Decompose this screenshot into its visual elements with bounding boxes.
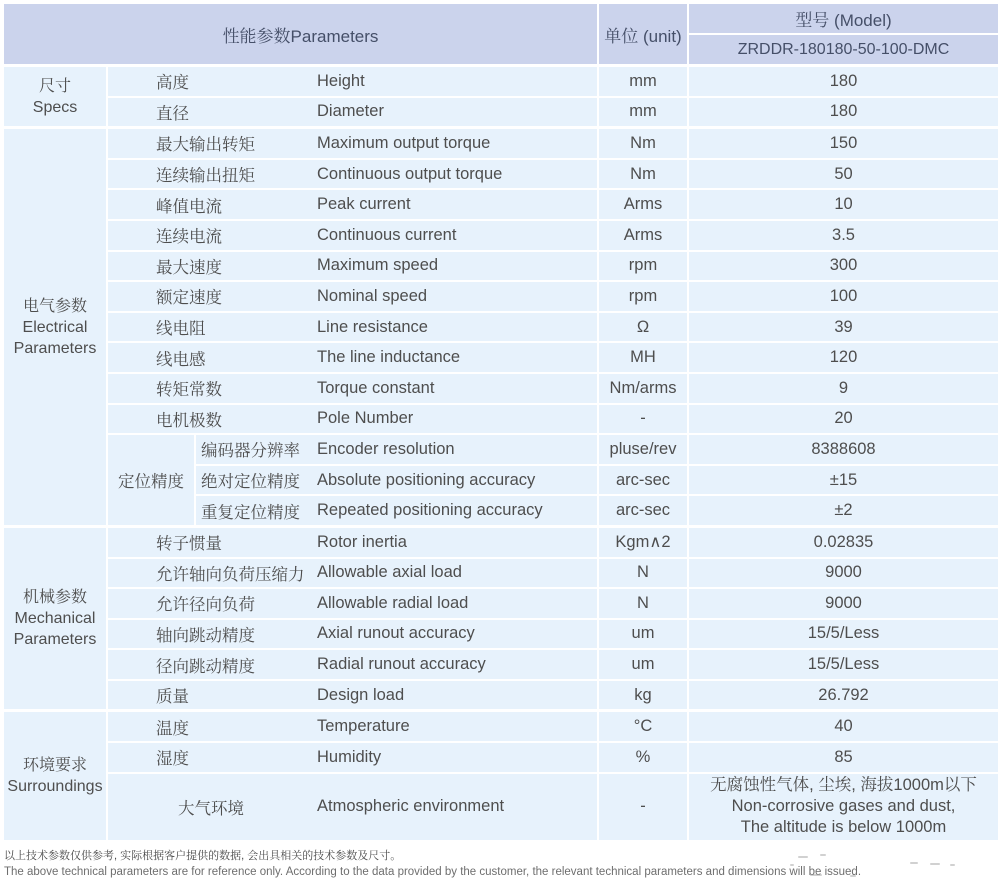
param-name-english: Diameter — [317, 102, 384, 121]
param-name-chinese: 绝对定位精度 — [201, 473, 300, 492]
table-row — [3, 251, 999, 282]
table-row — [3, 434, 999, 465]
param-name-cell — [107, 342, 598, 373]
param-name-chinese: 径向跳动精度 — [156, 657, 255, 676]
param-name-english: Line resistance — [317, 317, 428, 336]
footnote-chinese: 以上技术参数仅供参考, 实际根据客户提供的数据, 会出具相关的技术参数及尺寸。 — [4, 849, 402, 862]
param-name-chinese: 直径 — [156, 104, 189, 123]
param-value-cell: 85 — [688, 742, 999, 773]
table-row — [3, 711, 999, 742]
param-unit-cell: arc-sec — [598, 495, 688, 526]
param-unit-cell: kg — [598, 680, 688, 711]
param-name-chinese: 允许径向负荷 — [156, 596, 255, 615]
param-name-chinese: 峰值电流 — [156, 197, 222, 216]
param-name-english: Torque constant — [317, 378, 435, 397]
param-value-line: 无腐蚀性气体, 尘埃, 海拔1000m以下 — [710, 776, 977, 795]
table-row — [3, 526, 999, 557]
category-cell — [3, 526, 107, 711]
table-row — [3, 649, 999, 680]
param-name-cell — [107, 189, 598, 220]
table-row — [3, 373, 999, 404]
param-name-cell — [195, 465, 598, 496]
category-line: 机械参数 — [22, 589, 87, 607]
param-name-chinese: 轴向跳动精度 — [156, 626, 255, 645]
param-name-chinese: 湿度 — [156, 750, 189, 769]
param-name-chinese: 最大输出转矩 — [156, 136, 255, 155]
param-unit-cell: rpm — [598, 251, 688, 282]
table-row — [3, 558, 999, 589]
param-value-cell: 180 — [688, 66, 999, 97]
param-name-chinese: 编码器分辨率 — [201, 442, 300, 461]
category-cell — [3, 66, 107, 128]
param-value-cell: 9 — [688, 373, 999, 404]
param-name-english: Maximum speed — [317, 256, 439, 275]
param-name-english: Axial runout accuracy — [317, 624, 475, 643]
param-name-english: Encoder resolution — [317, 439, 455, 458]
category-line: Surroundings — [7, 778, 103, 796]
param-value-cell: 3.5 — [688, 220, 999, 251]
param-value-cell: ±2 — [688, 495, 999, 526]
param-unit-cell: MH — [598, 342, 688, 373]
table-row — [3, 281, 999, 312]
table-row — [3, 97, 999, 128]
param-name-chinese: 温度 — [156, 719, 189, 738]
param-name-cell — [107, 680, 598, 711]
table-row — [3, 588, 999, 619]
param-name-english: Continuous current — [317, 225, 457, 244]
param-value-line: The altitude is below 1000m — [740, 818, 947, 837]
param-name-cell — [107, 251, 598, 282]
param-unit-cell: um — [598, 649, 688, 680]
param-name-cell — [107, 128, 598, 159]
param-name-english: Pole Number — [317, 409, 414, 428]
table-row — [3, 619, 999, 650]
param-unit-cell: Nm — [598, 128, 688, 159]
param-name-cell — [107, 649, 598, 680]
param-name-cell — [195, 434, 598, 465]
header-parameters: 性能参数Parameters — [3, 3, 598, 66]
param-value-line: Non-corrosive gases and dust, — [731, 797, 956, 816]
table-row — [3, 189, 999, 220]
param-name-chinese: 线电感 — [156, 350, 206, 369]
category-line: Parameters — [13, 631, 97, 649]
spec-table-body — [3, 66, 999, 841]
param-name-chinese: 最大速度 — [156, 258, 222, 277]
category-cell — [3, 711, 107, 841]
param-name-english: Allowable axial load — [317, 563, 462, 582]
param-value-cell: 26.792 — [688, 680, 999, 711]
param-name-chinese: 允许轴向负荷压缩力 — [156, 565, 305, 584]
param-value-cell: 10 — [688, 189, 999, 220]
param-value-cell: 120 — [688, 342, 999, 373]
param-name-chinese: 质量 — [156, 688, 189, 707]
param-unit-cell: Kgm∧2 — [598, 526, 688, 557]
param-unit-cell: °C — [598, 711, 688, 742]
table-row — [3, 312, 999, 343]
table-row — [3, 404, 999, 435]
table-row — [3, 159, 999, 190]
table-row — [3, 128, 999, 159]
param-name-chinese: 重复定位精度 — [201, 503, 300, 522]
param-name-english: Height — [317, 71, 365, 90]
param-name-cell — [107, 526, 598, 557]
param-name-english: Rotor inertia — [317, 532, 407, 551]
param-name-cell — [107, 312, 598, 343]
param-value-cell: 39 — [688, 312, 999, 343]
param-unit-cell: mm — [598, 66, 688, 97]
param-value-cell: 20 — [688, 404, 999, 435]
param-name-cell — [107, 404, 598, 435]
param-unit-cell: mm — [598, 97, 688, 128]
table-row — [3, 66, 999, 97]
param-value-cell: 15/5/Less — [688, 649, 999, 680]
param-name-cell — [107, 66, 598, 97]
param-name-cell — [107, 619, 598, 650]
header-model-label: 型号 (Model) — [688, 3, 999, 34]
param-value-cell: 300 — [688, 251, 999, 282]
param-name-english: Design load — [317, 685, 405, 704]
param-name-english: Nominal speed — [317, 286, 428, 305]
param-unit-cell: - — [598, 404, 688, 435]
param-name-chinese: 额定速度 — [156, 289, 222, 308]
param-value-cell — [688, 773, 999, 841]
param-name-cell — [107, 97, 598, 128]
param-name-english: Atmospheric environment — [317, 797, 505, 816]
table-row — [3, 220, 999, 251]
param-name-cell — [107, 159, 598, 190]
param-name-english: Radial runout accuracy — [317, 655, 486, 674]
category-line: Mechanical — [14, 610, 96, 628]
param-unit-cell: - — [598, 773, 688, 841]
footnotes — [4, 849, 1000, 880]
param-value-cell: 15/5/Less — [688, 619, 999, 650]
spec-table — [2, 2, 1000, 842]
header-unit: 单位 (unit) — [598, 3, 688, 66]
param-name-cell — [107, 373, 598, 404]
category-line: 尺寸 — [38, 77, 71, 95]
param-value-cell: 180 — [688, 97, 999, 128]
category-line: Specs — [32, 98, 78, 116]
param-value-cell: 8388608 — [688, 434, 999, 465]
param-name-cell — [107, 742, 598, 773]
param-unit-cell: pluse/rev — [598, 434, 688, 465]
param-name-english: Repeated positioning accuracy — [317, 501, 543, 520]
header-model-value: ZRDDR-180180-50-100-DMC — [688, 34, 999, 66]
param-unit-cell: Nm — [598, 159, 688, 190]
param-name-chinese: 大气环境 — [178, 799, 244, 818]
param-name-english: Peak current — [317, 195, 411, 214]
param-unit-cell: % — [598, 742, 688, 773]
param-value-cell: 40 — [688, 711, 999, 742]
param-name-chinese: 电机极数 — [156, 411, 222, 430]
table-row — [3, 342, 999, 373]
param-value-cell: 50 — [688, 159, 999, 190]
param-name-chinese: 转子惯量 — [156, 535, 222, 554]
param-name-chinese: 连续输出扭矩 — [156, 167, 255, 186]
category-line: Parameters — [13, 339, 97, 357]
param-name-english: Absolute positioning accuracy — [317, 470, 536, 489]
param-unit-cell: N — [598, 558, 688, 589]
param-unit-cell: Arms — [598, 189, 688, 220]
param-name-chinese: 线电阻 — [156, 320, 206, 339]
category-cell — [3, 128, 107, 527]
param-unit-cell: Arms — [598, 220, 688, 251]
param-value-cell: 9000 — [688, 588, 999, 619]
param-value-cell: 150 — [688, 128, 999, 159]
param-unit-cell: Nm/arms — [598, 373, 688, 404]
param-unit-cell: arc-sec — [598, 465, 688, 496]
table-row — [3, 680, 999, 711]
param-name-chinese: 高度 — [156, 74, 189, 93]
param-name-chinese: 转矩常数 — [156, 381, 222, 400]
footnote-english: The above technical parameters are for reference only. According to the data provided by the customer, the relevant technical parameters and dimensions will be issued. — [4, 865, 862, 878]
param-name-cell — [107, 588, 598, 619]
category-line: Electrical — [22, 318, 88, 336]
param-value-cell: ±15 — [688, 465, 999, 496]
table-row — [3, 773, 999, 841]
param-name-english: Allowable radial load — [317, 593, 469, 612]
param-unit-cell: rpm — [598, 281, 688, 312]
param-name-chinese: 连续电流 — [156, 228, 222, 247]
param-value-cell: 100 — [688, 281, 999, 312]
param-name-english: Continuous output torque — [317, 164, 503, 183]
param-unit-cell: um — [598, 619, 688, 650]
param-name-cell — [195, 495, 598, 526]
param-name-cell — [107, 711, 598, 742]
param-name-cell — [107, 281, 598, 312]
param-unit-cell: Ω — [598, 312, 688, 343]
param-name-cell — [107, 558, 598, 589]
sub-category-cell: 定位精度 — [107, 434, 195, 526]
param-name-english: Maximum output torque — [317, 133, 491, 152]
param-name-cell — [107, 773, 598, 841]
param-value-cell: 0.02835 — [688, 526, 999, 557]
param-name-english: The line inductance — [317, 348, 461, 367]
param-name-cell — [107, 220, 598, 251]
param-name-english: Temperature — [317, 717, 410, 736]
category-line: 环境要求 — [22, 757, 87, 775]
param-unit-cell: N — [598, 588, 688, 619]
table-row — [3, 742, 999, 773]
param-value-cell: 9000 — [688, 558, 999, 589]
table-header — [3, 3, 999, 66]
param-name-english: Humidity — [317, 747, 382, 766]
category-line: 电气参数 — [22, 297, 87, 315]
